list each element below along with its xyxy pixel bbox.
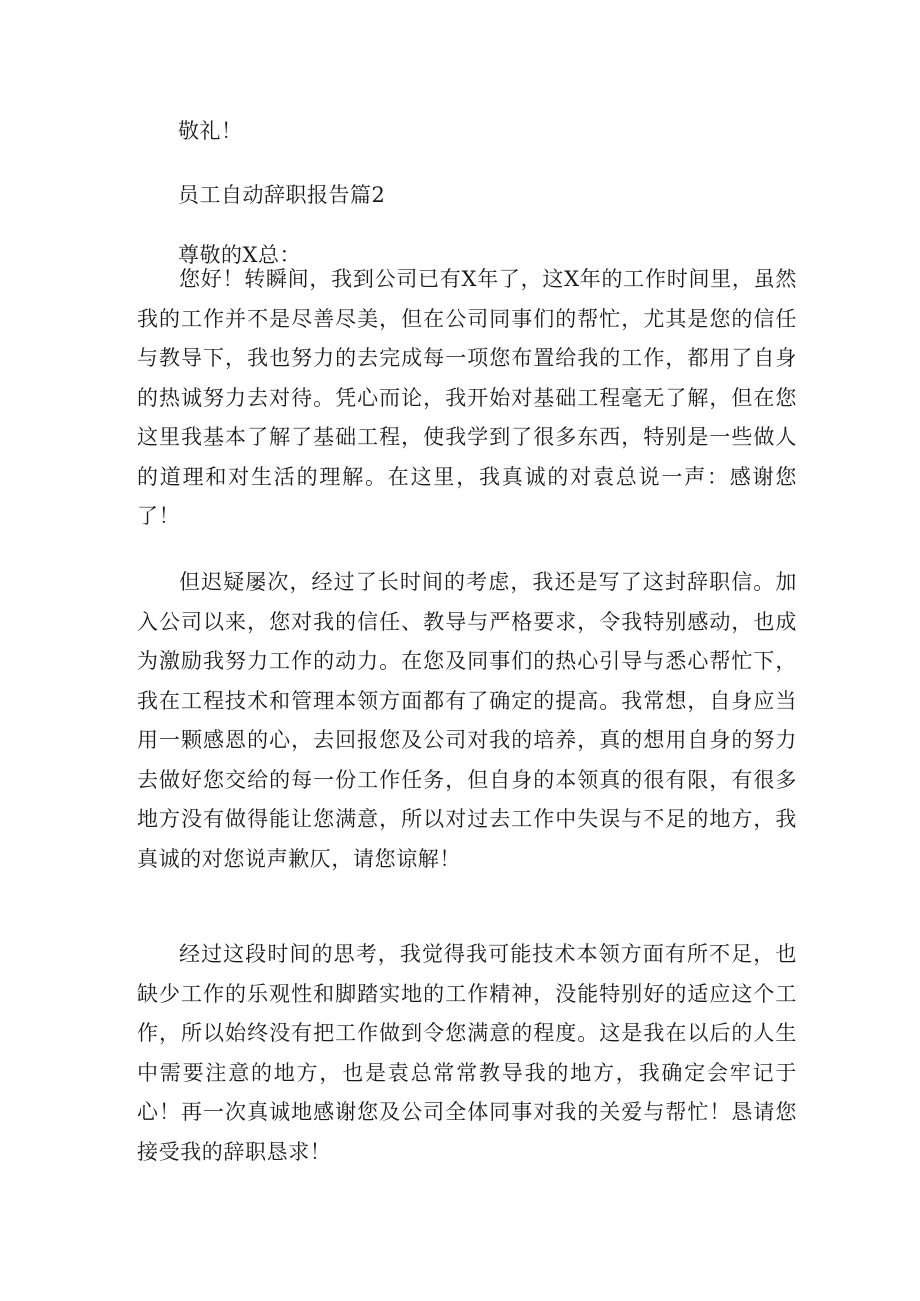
paragraph-1: 您好！转瞬间，我到公司已有X年了，这X年的工作时间里，虽然我的工作并不是尽善尽美，但在公司同事们的帮忙，尤其是您的信任与教导下，我也努力的去完成每一项您布置给我的工作，都用了自身的热诚努力去对待。凭心而论，我开始对基础工程毫无了解，但在您这里我基本了解了基础工程，使我学到了很多东西，特别是一些做人的道理和对生活的理解。在这里，我真诚的对袁总说一声：感谢您了！ <box>137 267 797 528</box>
paragraph-2: 但迟疑屡次，经过了长时间的考虑，我还是写了这封辞职信。加入公司以来，您对我的信任、教导与严格要求，令我特别感动，也成为激励我努力工作的动力。在您及同事们的热心引导与悉心帮忙下，我在工程技术和管理本领方面都有了确定的提高。我常想，自身应当用一颗感恩的心，去回报您及公司对我的培养，真的想用自身的努力去做好您交给的每一份工作任务，但自身的本领真的很有限，有很多地方没有做得能让您满意，所以对过去工作中失误与不足的地方，我真诚的对您说声歉仄，请您谅解！ <box>137 570 797 871</box>
salutation: 尊敬的X总： <box>178 243 301 267</box>
closing-line: 敬礼！ <box>178 119 243 143</box>
paragraph-3: 经过这段时间的思考，我觉得我可能技术本领方面有所不足，也缺少工作的乐观性和脚踏实地的工作精神，没能特别好的适应这个工作，所以始终没有把工作做到令您满意的程度。这是我在以后的人生中需要注意的地方，也是袁总常常教导我的地方，我确定会牢记于心！再一次真诚地感谢您及公司全体同事对我的关爱与帮忙！恳请您接受我的辞职恳求！ <box>137 942 797 1164</box>
section-title: 员工自动辞职报告篇2 <box>178 183 386 207</box>
